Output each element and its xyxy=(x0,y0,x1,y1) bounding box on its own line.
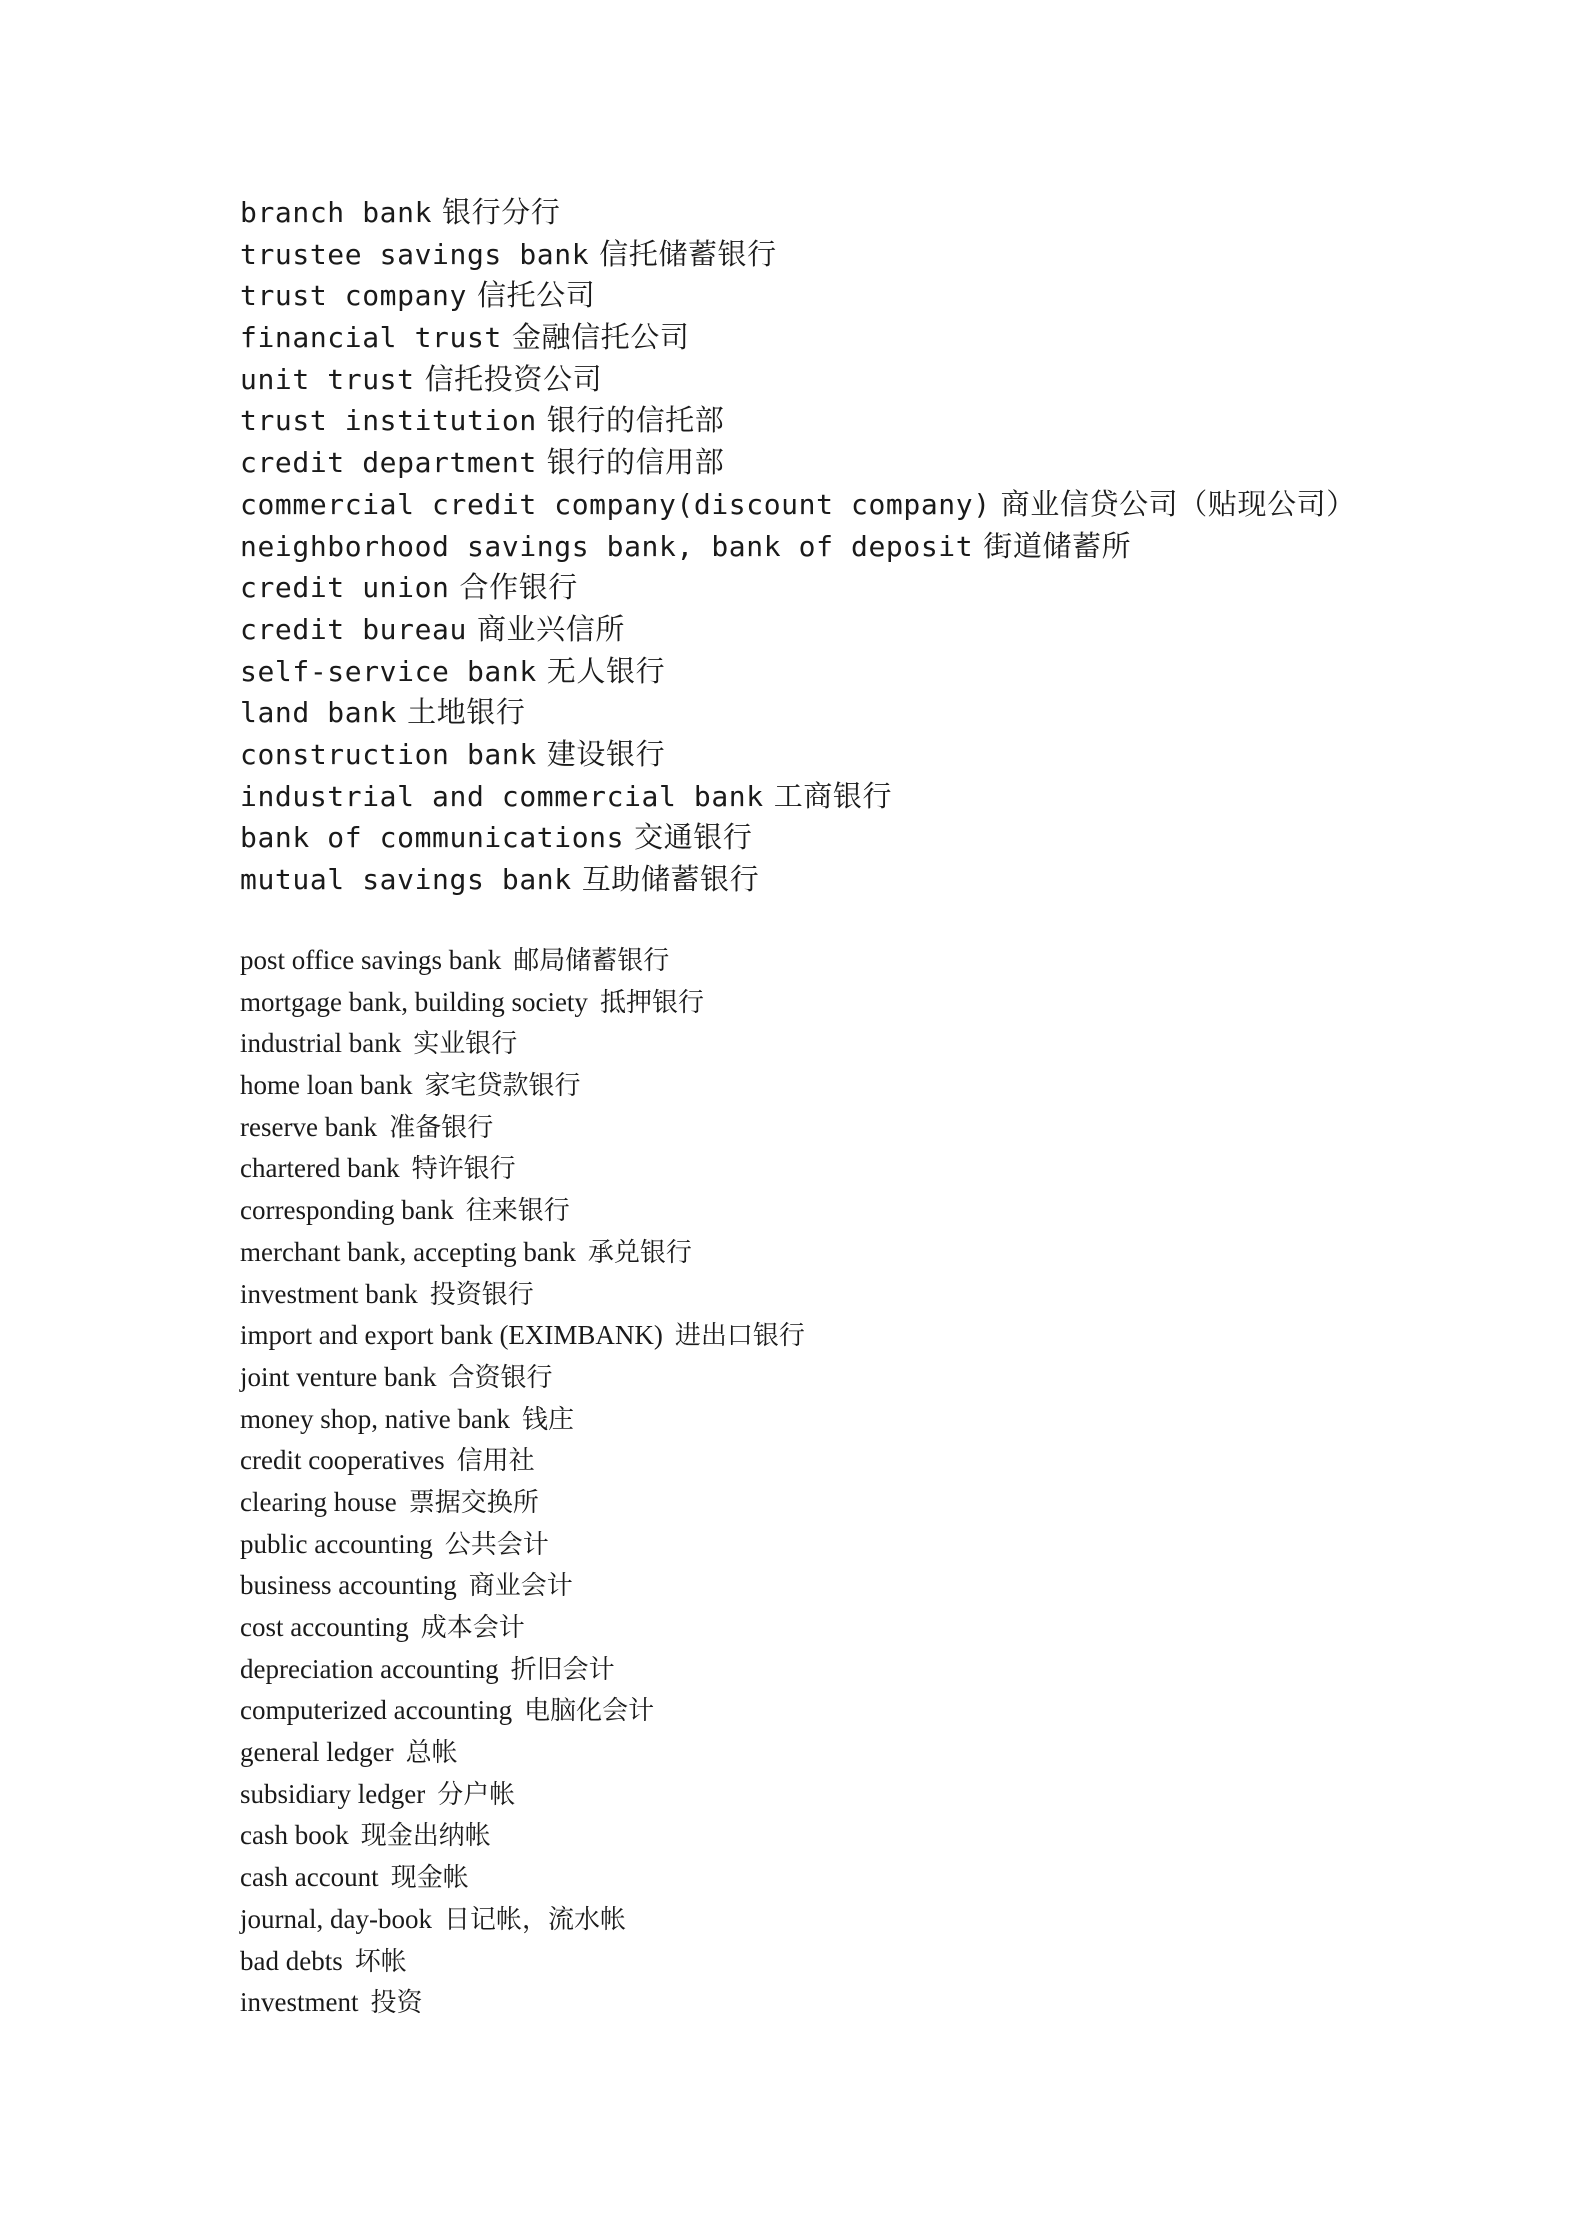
term-english: trust company xyxy=(240,279,467,313)
glossary-entry xyxy=(240,734,1520,776)
term-english: home loan bank xyxy=(240,1070,413,1101)
glossary-entry xyxy=(240,526,1520,568)
term-chinese: 分户帐 xyxy=(437,1779,516,1810)
term-english: mutual savings bank xyxy=(240,863,572,896)
term-chinese: 实业银行 xyxy=(413,1029,518,1060)
term-chinese: 信托投资公司 xyxy=(424,361,603,396)
term-chinese: 进出口银行 xyxy=(674,1321,805,1352)
glossary-entry xyxy=(240,859,1520,901)
glossary-entry xyxy=(240,234,1520,276)
term-chinese: 现金帐 xyxy=(390,1863,469,1894)
term-chinese: 商业兴信所 xyxy=(476,611,625,646)
glossary-entry xyxy=(240,1399,1520,1441)
term-chinese: 合资银行 xyxy=(448,1362,553,1393)
term-chinese: 金融信托公司 xyxy=(511,320,690,355)
term-chinese: 票据交换所 xyxy=(408,1487,539,1518)
term-english: general ledger xyxy=(240,1737,394,1768)
term-english: credit department xyxy=(240,446,537,480)
term-english: industrial and commercial bank xyxy=(240,779,764,813)
glossary-entry xyxy=(240,651,1520,693)
term-chinese: 现金出纳帐 xyxy=(360,1821,491,1852)
term-english: mortgage bank, building society xyxy=(240,986,588,1017)
term-chinese: 抵押银行 xyxy=(599,987,704,1018)
glossary-section-banks xyxy=(240,192,1520,901)
term-chinese: 无人银行 xyxy=(546,653,666,688)
glossary-entry xyxy=(240,1732,1520,1774)
term-english: unit trust xyxy=(240,362,415,396)
term-chinese: 成本会计 xyxy=(420,1613,525,1643)
glossary-entry xyxy=(240,1941,1520,1983)
term-english: credit union xyxy=(240,571,450,605)
glossary-entry xyxy=(240,1607,1520,1649)
term-english: cost accounting xyxy=(240,1612,409,1642)
glossary-entry xyxy=(240,275,1520,317)
term-english: merchant bank, accepting bank xyxy=(240,1236,576,1267)
glossary-entry xyxy=(240,609,1520,651)
term-english: computerized accounting xyxy=(240,1695,513,1726)
glossary-entry xyxy=(240,982,1520,1024)
glossary-entry xyxy=(240,1148,1520,1190)
term-english: industrial bank xyxy=(240,1028,402,1059)
term-english: credit bureau xyxy=(240,612,467,646)
glossary-entry xyxy=(240,1774,1520,1816)
glossary-entry xyxy=(240,484,1520,526)
glossary-entry xyxy=(240,317,1520,359)
glossary-entry xyxy=(240,1315,1520,1357)
term-chinese: 商业会计 xyxy=(468,1571,573,1602)
term-chinese: 投资银行 xyxy=(429,1279,534,1310)
term-english: construction bank xyxy=(240,737,537,771)
term-chinese: 工商银行 xyxy=(773,778,893,813)
glossary-entry xyxy=(240,1232,1520,1274)
term-english: joint venture bank xyxy=(240,1361,437,1392)
glossary-entry xyxy=(240,567,1520,609)
term-chinese: 往来银行 xyxy=(465,1196,570,1227)
term-chinese: 家宅贷款银行 xyxy=(424,1071,581,1102)
glossary-entry xyxy=(240,1565,1520,1607)
term-english: financial trust xyxy=(240,321,502,355)
term-chinese: 公共会计 xyxy=(444,1529,549,1560)
glossary-entry xyxy=(240,692,1520,734)
term-chinese: 信用社 xyxy=(456,1446,535,1477)
term-chinese: 坏帐 xyxy=(354,1946,407,1977)
term-english: investment bank xyxy=(240,1278,418,1309)
term-english: bank of communications xyxy=(240,821,625,855)
term-english: post office savings bank xyxy=(240,945,502,975)
glossary-entry xyxy=(240,1440,1520,1482)
term-english: chartered bank xyxy=(240,1153,400,1184)
term-english: self-service bank xyxy=(240,654,537,688)
term-english: credit cooperatives xyxy=(240,1445,445,1476)
term-english: business accounting xyxy=(240,1570,457,1601)
term-chinese: 信托公司 xyxy=(476,278,596,313)
term-chinese: 银行分行 xyxy=(442,195,561,229)
term-english: neighborhood savings bank, bank of deposit xyxy=(240,529,974,563)
term-chinese: 信托储蓄银行 xyxy=(599,236,777,271)
term-english: trust institution xyxy=(240,404,537,438)
glossary-section-accounting xyxy=(240,940,1520,2024)
term-chinese: 互助储蓄银行 xyxy=(581,862,760,896)
term-english: subsidiary ledger xyxy=(240,1778,426,1809)
glossary-entry xyxy=(240,1815,1520,1857)
term-english: public accounting xyxy=(240,1528,433,1559)
term-chinese: 邮局储蓄银行 xyxy=(513,946,670,976)
term-chinese: 承兑银行 xyxy=(587,1237,692,1268)
glossary-entry xyxy=(240,1899,1520,1941)
term-english: depreciation accounting xyxy=(240,1653,499,1684)
glossary-entry xyxy=(240,1857,1520,1899)
term-english: corresponding bank xyxy=(240,1195,454,1226)
glossary-entry xyxy=(240,1524,1520,1566)
glossary-entry xyxy=(240,817,1520,859)
term-chinese: 折旧会计 xyxy=(510,1654,615,1685)
glossary-entry xyxy=(240,400,1520,442)
term-chinese: 商业信贷公司（贴现公司） xyxy=(1000,486,1356,521)
glossary-entry xyxy=(240,1482,1520,1524)
term-english: cash account xyxy=(240,1862,379,1893)
term-chinese: 银行的信托部 xyxy=(546,403,725,438)
term-english: trustee savings bank xyxy=(240,237,590,271)
term-chinese: 银行的信用部 xyxy=(546,445,725,480)
term-english: investment xyxy=(240,1987,359,2018)
glossary-entry xyxy=(240,776,1520,818)
term-english: commercial credit company(discount company) xyxy=(240,487,991,521)
glossary-entry xyxy=(240,1190,1520,1232)
term-english: branch bank xyxy=(240,196,433,229)
glossary-entry xyxy=(240,1649,1520,1691)
term-chinese: 投资 xyxy=(370,1988,423,2019)
glossary-entry xyxy=(240,192,1520,234)
glossary-entry xyxy=(240,1274,1520,1316)
term-chinese: 钱庄 xyxy=(521,1404,574,1435)
glossary-entry xyxy=(240,1357,1520,1399)
term-chinese: 电脑化会计 xyxy=(524,1696,655,1727)
term-english: land bank xyxy=(240,696,398,730)
term-english: reserve bank xyxy=(240,1111,378,1142)
term-chinese: 总帐 xyxy=(405,1738,458,1769)
term-chinese: 街道储蓄所 xyxy=(983,528,1132,563)
term-english: clearing house xyxy=(240,1486,397,1517)
glossary-entry xyxy=(240,1023,1520,1065)
term-english: bad debts xyxy=(240,1945,343,1976)
glossary-entry xyxy=(240,940,1520,982)
term-english: journal, day-book xyxy=(240,1903,432,1934)
term-english: money shop, native bank xyxy=(240,1403,510,1434)
glossary-entry xyxy=(240,359,1520,401)
glossary-entry xyxy=(240,442,1520,484)
term-english: import and export bank (EXIMBANK) xyxy=(240,1320,663,1351)
term-chinese: 合作银行 xyxy=(459,570,578,605)
glossary-entry xyxy=(240,1107,1520,1149)
term-english: cash book xyxy=(240,1820,349,1851)
term-chinese: 日记帐，流水帐 xyxy=(443,1904,626,1935)
term-chinese: 土地银行 xyxy=(407,695,526,730)
term-chinese: 准备银行 xyxy=(389,1112,494,1143)
term-chinese: 交通银行 xyxy=(634,820,753,855)
glossary-entry xyxy=(240,1065,1520,1107)
glossary-entry xyxy=(240,1982,1520,2024)
term-chinese: 建设银行 xyxy=(546,736,666,771)
term-chinese: 特许银行 xyxy=(411,1154,516,1185)
glossary-entry xyxy=(240,1690,1520,1732)
